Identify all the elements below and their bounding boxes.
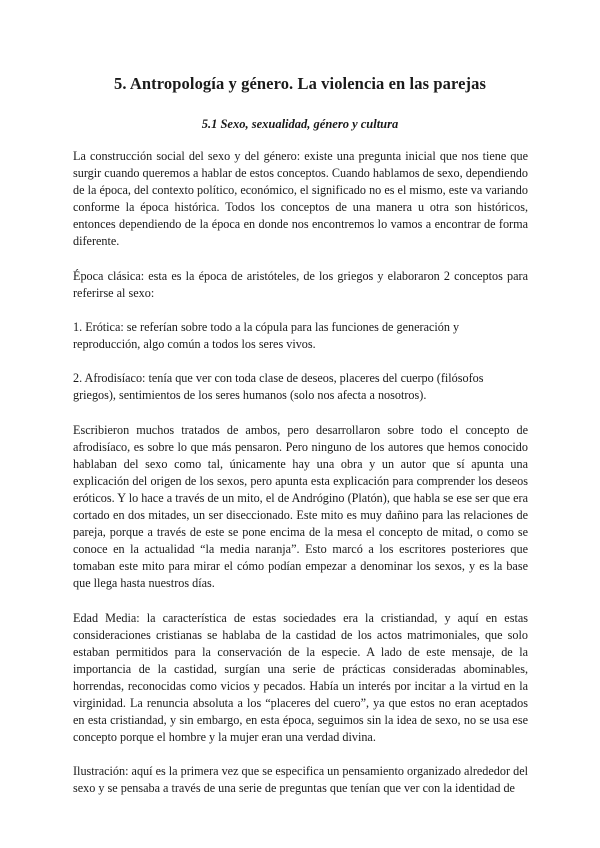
paragraph-afrodisiaco: 2. Afrodisíaco: tenía que ver con toda clase de deseos, placeres del cuerpo (filósofos griegos), sentimientos de los seres humanos (solo nos afecta a nosotros). — [73, 371, 484, 403]
page-title: 5. Antropología y género. La violencia en las parejas — [114, 74, 486, 93]
paragraph-ilustracion: Ilustración: aquí es la primera vez que se especifica un pensamiento organizado alrededor del sexo y se pensaba a través de una serie de preguntas que tenían que ver con la identidad de — [73, 764, 528, 796]
paragraph-intro: La construcción social del sexo y del género: existe una pregunta inicial que nos tiene que surgir cuando queremos a hablar de estos conceptos. Cuando hablamos de sexo, dependiendo de la época, del contexto político, económico, el significado no es el mismo, este va variando conforme la época histórica. Todos los conceptos de una manera u otra son históricos, entonces dependiendo de la época en donde nos encontremos lo vamos a encontrar de forma diferente. — [73, 149, 528, 249]
paragraph-tratados: Escribieron muchos tratados de ambos, pero desarrollaron sobre todo el concepto de afrodisíaco, es sobre lo que más pensaron. Pero ninguno de los autores que hemos conocido hablaban del sexo como tal, únicamente hay una obra y un autor que sí apunta una explicación del origen de los sexos, pero apunta esta explicación para comprender los deseos eróticos. Y lo hace a través de un mito, el de Andrógino (Platón), que habla se ese ser que era cortado en dos mitades, un ser diseccionado. Este mito es muy dañino para las relaciones de pareja, porque a través de este se pone encima de la mesa el concepto de mitad, o como se conoce en la actualidad “la media naranja”. Esto marcó a los escritores posteriores que tomaban este mito para mirar el cómo podían empezar a denominar los sexos, y es la base que llega hasta nuestros días. — [73, 422, 528, 591]
body-text — [73, 148, 528, 815]
paragraph-edad-media: Edad Media: la característica de estas sociedades era la cristiandad, y aquí en estas consideraciones cristianas se hablaba de la castidad de los actos matrimoniales, que solo estaban permitidos para la conservación de la especie. A lado de este mensaje, de la importancia de la castidad, surgían una serie de prácticas consideradas abominables, horrendas, reconocidas como vicios y pecados. Había un interés por incitar a la virtud en la virginidad. La renuncia absoluta a los “placeres del cuero”, ya que estos no eran aceptados en esta cristiandad, y sin embargo, en esta época, seguimos sin la idea de sexo, no se usa ese concepto porque el hombre y la mujer eran una verdad divina. — [73, 610, 528, 745]
paragraph-epoca-clasica: Época clásica: esta es la época de aristóteles, de los griegos y elaboraron 2 conceptos para referirse al sexo: — [73, 268, 528, 300]
paragraph-erotica: 1. Erótica: se referían sobre todo a la cópula para las funciones de generación y reproducción, algo común a todos los seres vivos. — [73, 319, 460, 352]
section-subtitle: 5.1 Sexo, sexualidad, género y cultura — [201, 117, 399, 131]
